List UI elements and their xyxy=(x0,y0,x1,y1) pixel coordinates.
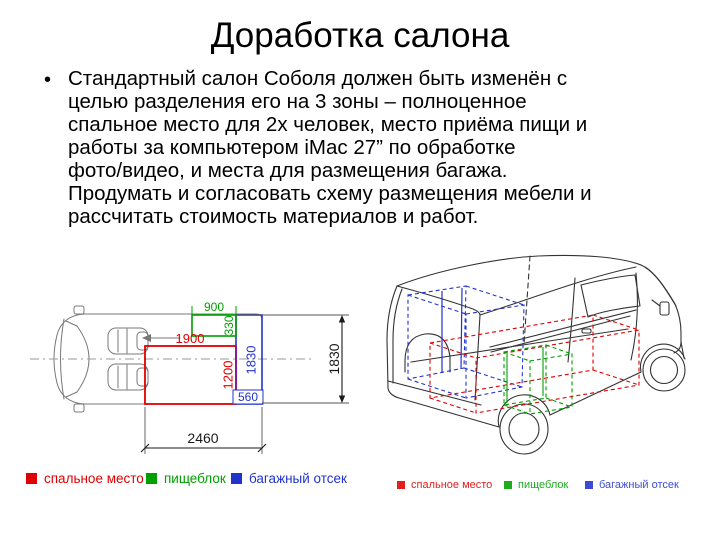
legend-label: спальное место xyxy=(44,471,144,486)
legend-color-swatch-icon xyxy=(585,481,593,489)
legend-label: пищеблок xyxy=(164,471,226,486)
front-wheel xyxy=(643,349,685,391)
rear-wheelhouse xyxy=(405,334,450,372)
door-handle xyxy=(582,329,591,333)
body-text-line: спальное место для 2х человек, место приёма пищи и xyxy=(68,113,588,136)
legend-item xyxy=(504,479,568,491)
dim-food-width: 900 xyxy=(203,300,225,314)
body-text-line: целью разделения его на 3 зоны – полноценное xyxy=(68,90,527,113)
side-mirror-stalk xyxy=(652,300,660,306)
legend-item xyxy=(146,471,226,486)
legend-item xyxy=(231,471,347,486)
legend-color-swatch-icon xyxy=(231,473,242,484)
dimension-annotations xyxy=(141,300,349,454)
dim-luggage-inner-width: 1830 xyxy=(243,345,259,375)
legend-label: багажный отсек xyxy=(599,479,679,491)
dim-sleeping-length: 1900 xyxy=(175,331,205,346)
side-mirror xyxy=(660,302,669,315)
legend-color-swatch-icon xyxy=(504,481,512,489)
legend-color-swatch-icon xyxy=(26,473,37,484)
direction-arrow-head xyxy=(142,334,151,342)
driver-seat xyxy=(108,328,148,354)
legend-item xyxy=(397,479,492,491)
legend-item xyxy=(26,471,144,486)
body-text-line: Стандартный салон Соболя должен быть изменён с xyxy=(68,67,568,90)
legend-label: багажный отсек xyxy=(249,471,347,486)
dim-luggage-depth: 560 xyxy=(237,390,259,404)
body-text-line: работы за компьютером iMac 27” по обработке xyxy=(68,136,516,159)
legend-label: спальное место xyxy=(411,479,493,491)
legend-color-swatch-icon xyxy=(146,473,157,484)
dim-overall-width: 1830 xyxy=(325,343,342,375)
left-mirror xyxy=(74,306,84,314)
dim-cargo-length: 2460 xyxy=(187,430,219,446)
van-3d-outline xyxy=(387,255,685,454)
dim-sleeping-width: 1200 xyxy=(220,360,236,390)
van-top-view-svg xyxy=(22,294,372,464)
body-text-line: Продумать и согласовать схему размещения мебели и xyxy=(68,182,592,205)
van-3d-view-svg xyxy=(378,248,718,478)
body-text xyxy=(68,67,678,228)
legend-color-swatch-icon xyxy=(397,481,405,489)
body-text-line: рассчитать стоимость материалов и работ. xyxy=(68,205,479,228)
legend-item xyxy=(585,479,679,491)
body-text-line: фото/видео, и места для размещения багажа. xyxy=(68,159,508,182)
van-top-view-diagram xyxy=(22,294,372,464)
passenger-seat xyxy=(108,364,148,390)
right-mirror xyxy=(74,404,84,412)
van-3d-view-diagram xyxy=(378,248,718,478)
bullet-marker: • xyxy=(44,69,52,91)
legend-label: пищеблок xyxy=(518,479,569,491)
page-title: Доработка салона xyxy=(210,16,510,55)
dim-food-depth: 330 xyxy=(222,315,237,336)
